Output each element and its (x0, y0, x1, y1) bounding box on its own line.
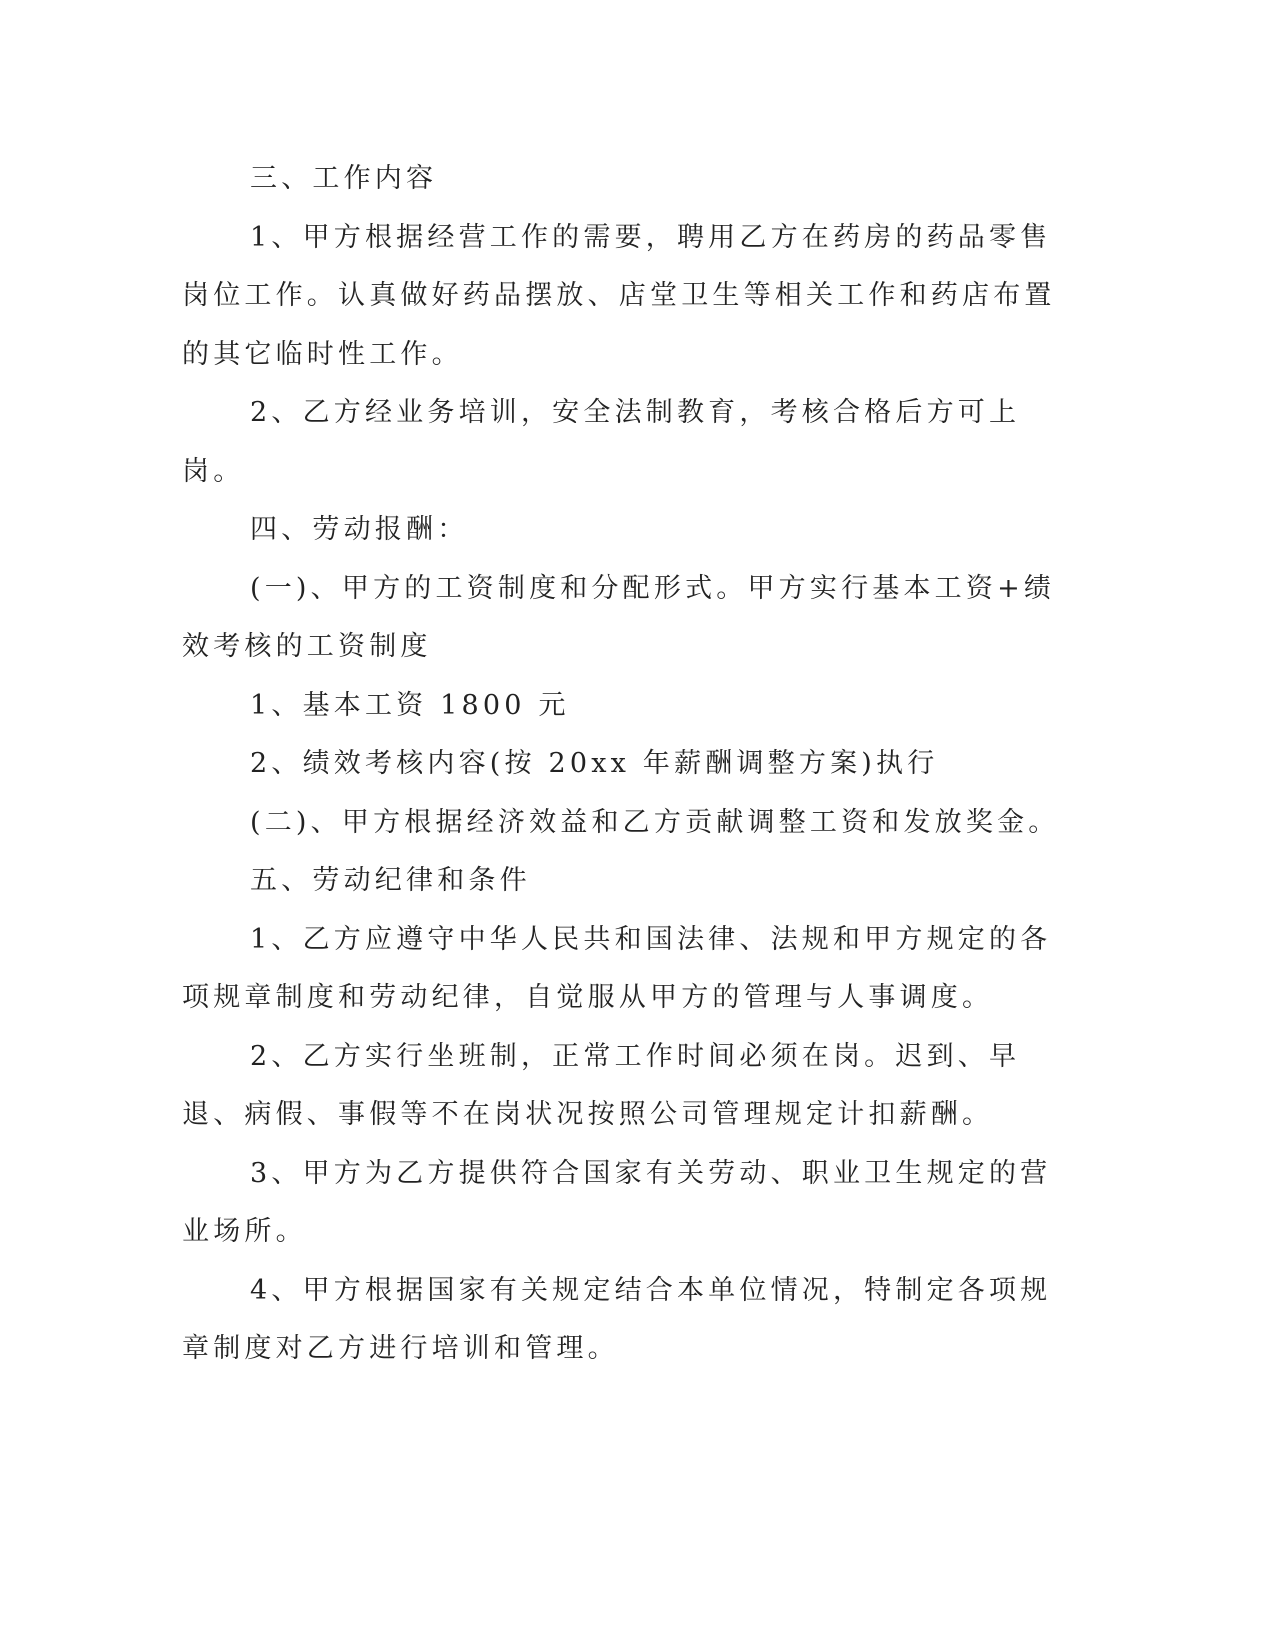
paragraph-discipline-3: 3、甲方为乙方提供符合国家有关劳动、职业卫生规定的营业场所。 (182, 1157, 1052, 1247)
paragraph-discipline-2: 2、乙方实行坐班制，正常工作时间必须在岗。迟到、早退、病假、事假等不在岗状况按照公司管理规定计扣薪酬。 (182, 1040, 1021, 1130)
section-heading-remuneration: 四、劳动报酬： (250, 514, 469, 545)
paragraph-discipline-4: 4、甲方根据国家有关规定结合本单位情况，特制定各项规章制度对乙方进行培训和管理。 (182, 1274, 1052, 1364)
section-heading-work-content: 三、工作内容 (250, 163, 438, 194)
paragraph-discipline-1: 1、乙方应遵守中华人民共和国法律、法规和甲方规定的各项规章制度和劳动纪律，自觉服从甲方的管理与人事调度。 (182, 923, 1052, 1013)
paragraph-base-salary: 1、基本工资 1800 元 (250, 689, 570, 721)
paragraph-remuneration-2: (二)、甲方根据经济效益和乙方贡献调整工资和发放奖金。 (250, 806, 1060, 838)
paragraph-remuneration-1: (一)、甲方的工资制度和分配形式。甲方实行基本工资+绩效考核的工资制度 (182, 572, 1056, 662)
document-body (182, 150, 1062, 1379)
paragraph-performance: 2、绩效考核内容(按 20xx 年薪酬调整方案)执行 (250, 748, 939, 779)
paragraph-work-content-1: 1、甲方根据经营工作的需要，聘用乙方在药房的药品零售岗位工作。认真做好药品摆放、店堂卫生等相关工作和药店布置的其它临时性工作。 (182, 221, 1056, 370)
section-heading-discipline: 五、劳动纪律和条件 (250, 865, 531, 896)
paragraph-work-content-2: 2、乙方经业务培训，安全法制教育，考核合格后方可上岗。 (182, 397, 1021, 487)
